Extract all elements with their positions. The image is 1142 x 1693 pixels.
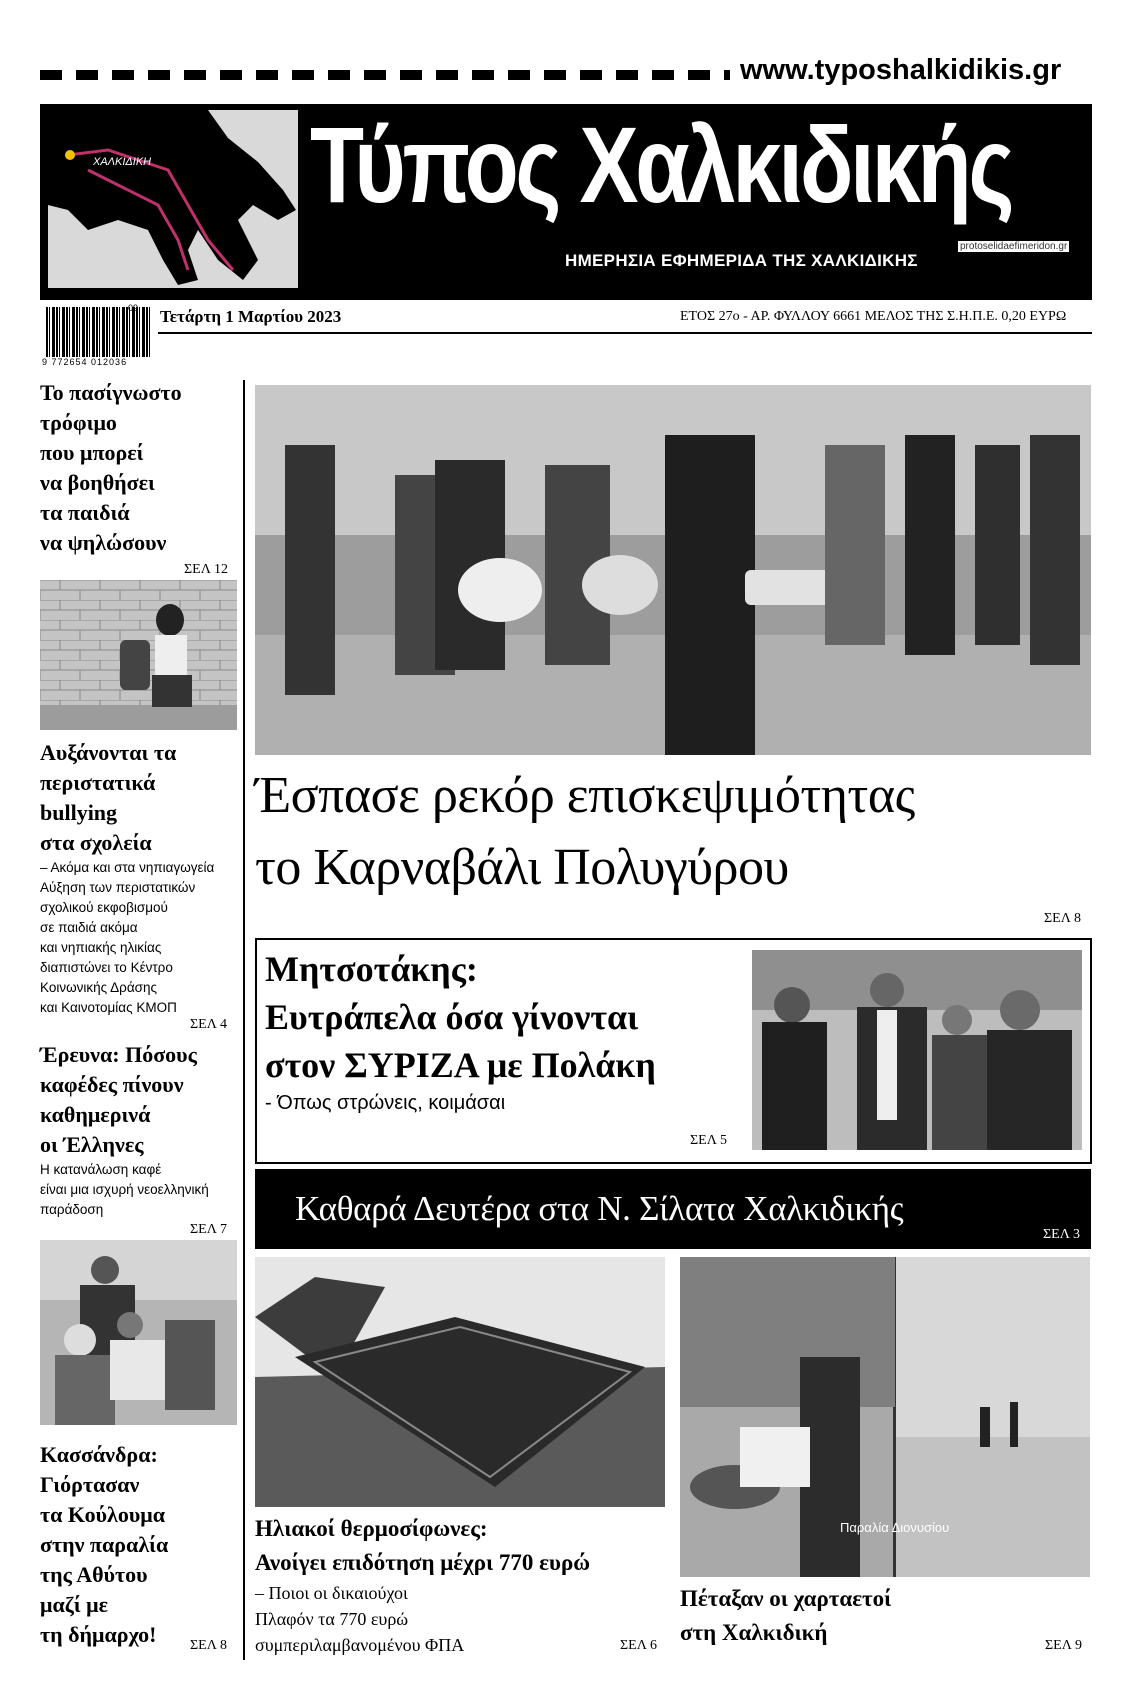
kites-photo: [680, 1257, 1090, 1577]
solar-page: ΣΕΛ 6: [620, 1638, 657, 1653]
issue-info: ΕΤΟΣ 27ο - ΑΡ. ΦΥΛΛΟΥ 6661 ΜΕΛΟΣ ΤΗΣ Σ.Η.Π.Ε. 0,20 ΕΥΡΩ: [680, 309, 1067, 324]
solar-heater-image: [255, 1257, 665, 1507]
main-headline[interactable]: Έσπασε ρεκόρ επισκεψιμότητας το Καρναβάλι Πολυγύρου: [255, 767, 915, 896]
issue-date: Τετάρτη 1 Μαρτίου 2023: [160, 307, 342, 326]
mitsotakis-text: - Όπως στρώνεις, κοιμάσαι: [265, 1092, 506, 1114]
kites-photo-caption: Παραλία Διονυσίου: [840, 1520, 950, 1535]
main-page: ΣΕΛ 8: [1044, 911, 1081, 926]
sidebar-story2-headline[interactable]: Αυξάνονται τα περιστατικά bullying στα σχολεία: [40, 740, 177, 855]
sidebar-story2-page: ΣΕΛ 4: [190, 1017, 227, 1032]
solar-photo: [255, 1257, 665, 1507]
barcode: [46, 307, 151, 357]
kites-beach-image: [680, 1257, 1090, 1577]
bullying-photo: [40, 580, 237, 730]
header-rule: [158, 332, 1092, 334]
solar-text: – Ποιοι οι δικαιούχοι Πλαφόν τα 770 ευρώ συμπεριλαμβανομένου ΦΠΑ: [255, 1583, 465, 1655]
carnival-photo: [255, 385, 1091, 755]
silata-banner-text[interactable]: Καθαρά Δευτέρα στα Ν. Σίλατα Χαλκιδικής: [295, 1189, 904, 1228]
watermark: protoselidaefimeridon.gr: [960, 241, 1068, 252]
barcode-number: 9 772654 012036: [42, 357, 128, 367]
barcode-side-number: 09: [128, 303, 139, 313]
sidebar-story4-page: ΣΕΛ 8: [190, 1638, 227, 1653]
column-divider: [243, 380, 245, 1660]
sidebar-story3-page: ΣΕΛ 7: [190, 1222, 227, 1237]
carnival-parade-image: [255, 385, 1091, 755]
solar-headline[interactable]: Ηλιακοί θερμοσίφωνες: Ανοίγει επιδότηση μέχρι 770 ευρώ: [255, 1516, 591, 1575]
kites-headline[interactable]: Πέταξαν οι χαρταετοί στη Χαλκιδική: [680, 1586, 892, 1645]
silata-banner-page: ΣΕΛ 3: [1043, 1227, 1080, 1242]
mitsotakis-headline[interactable]: Μητσοτάκης: Ευτράπελα όσα γίνονται στον ΣΥΡΙΖΑ με Πολάκη: [265, 949, 656, 1085]
map-icon: [48, 110, 298, 288]
chalkidiki-map: [48, 110, 298, 288]
sidebar-story3-text: Η κατανάλωση καφέ είναι μια ισχυρή νεοελληνική παράδοση: [40, 1162, 209, 1217]
site-url[interactable]: www.typoshalkidikis.gr: [740, 54, 1062, 86]
sidebar-story4-headline[interactable]: Κασσάνδρα: Γιόρτασαν τα Κούλουμα στην παραλία της Αθύτου μαζί με τη δήμαρχο!: [40, 1442, 169, 1647]
kites-page: ΣΕΛ 9: [1045, 1638, 1082, 1653]
map-label: ΧΑΛΚΙΔΙΚΗ: [93, 156, 152, 168]
kassandra-photo: [40, 1240, 237, 1425]
sidebar-story1-page: ΣΕΛ 12: [184, 562, 228, 577]
sidebar-story1-headline[interactable]: Το πασίγνωστο τρόφιμο που μπορεί να βοηθήσει τα παιδιά να ψηλώσουν: [40, 380, 182, 555]
sidebar-story3-headline[interactable]: Έρευνα: Πόσους καφέδες πίνουν καθημερινά οι Έλληνες: [40, 1042, 197, 1157]
mitsotakis-photo: [752, 950, 1082, 1150]
header-dashed-line: [40, 70, 730, 80]
mitsotakis-crowd-image: [752, 950, 1082, 1150]
newspaper-title: Τύπος Χαλκιδικής: [310, 104, 1012, 225]
people-picnic-image: [40, 1240, 237, 1425]
newspaper-subtitle: ΗΜΕΡΗΣΙΑ ΕΦΗΜΕΡΙΔΑ ΤΗΣ ΧΑΛΚΙΔΙΚΗΣ: [565, 251, 918, 270]
sidebar-story2-text: – Ακόμα και στα νηπιαγωγεία Αύξηση των περιστατικών σχολικού εκφοβισμού σε παιδιά ακόμα και νηπιακής ηλικίας διαπιστώνει το Κέντρο Κοινωνικής Δράσης και Καινοτομίας ΚΜΟΠ: [40, 860, 215, 1015]
boy-against-wall-image: [40, 580, 237, 730]
mitsotakis-page: ΣΕΛ 5: [690, 1133, 727, 1148]
